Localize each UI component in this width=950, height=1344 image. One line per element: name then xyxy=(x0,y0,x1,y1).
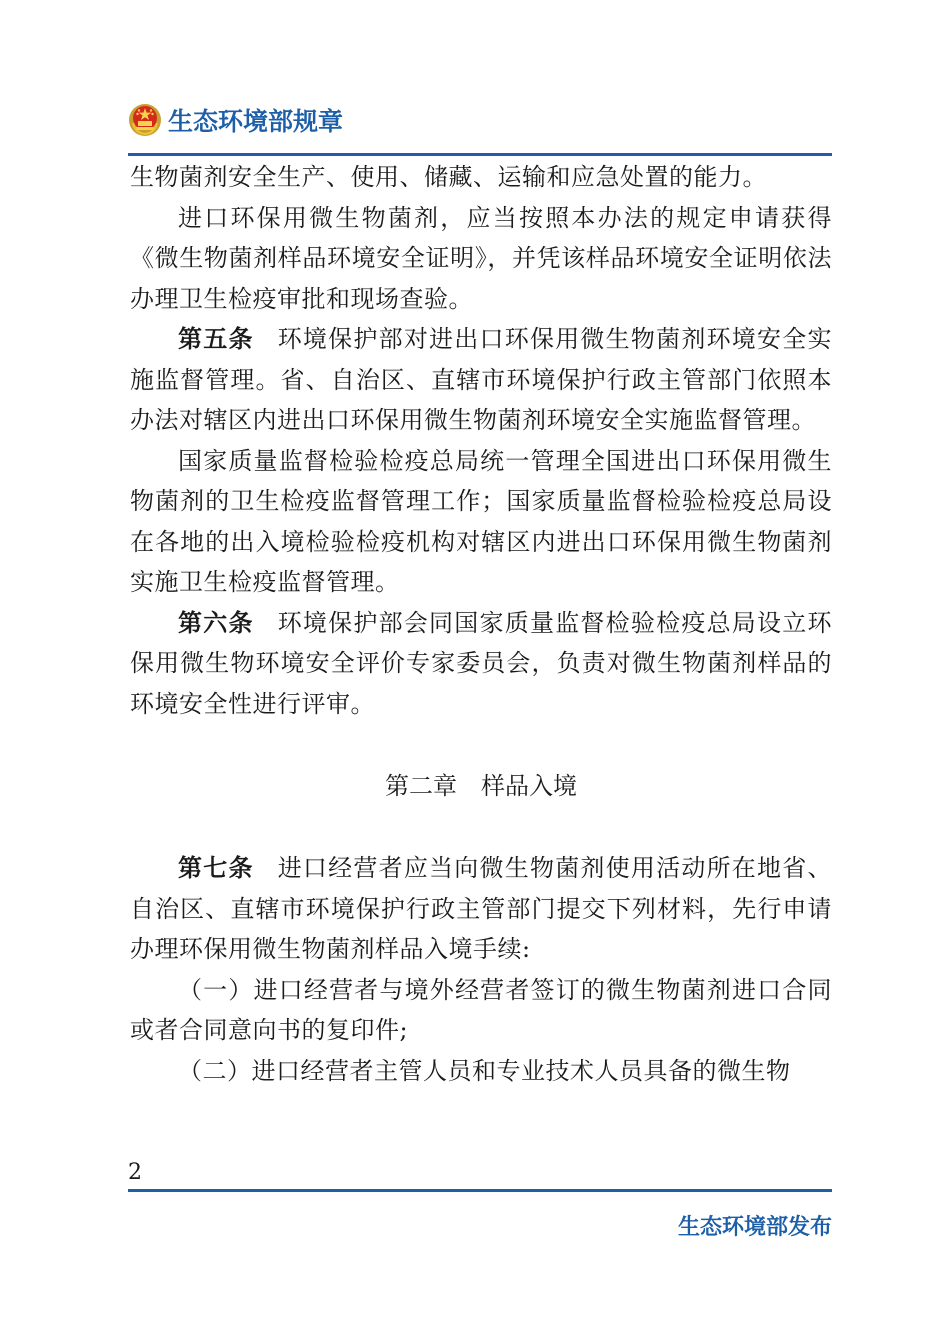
footer-publisher: 生态环境部发布 xyxy=(677,1215,832,1240)
article-5-title: 第五条 xyxy=(178,325,254,353)
list-item-1: （一）进口经营者与境外经营者签订的微生物菌剂进口合同或者合同意向书的复印件; xyxy=(130,975,832,1044)
paragraph-continuation: 生物菌剂安全生产、使用、储藏、运输和应急处置的能力。 xyxy=(130,163,767,191)
article-5 xyxy=(130,319,832,441)
chapter-number: 第二章 xyxy=(385,772,457,800)
header-divider xyxy=(128,153,832,156)
page-header xyxy=(128,100,343,140)
article-5-text: 环境保护部对进出口环保用微生物菌剂环境安全实施监督管理。省、自治区、直辖市环境保护行政主管部门依照本办法对辖区内进出口环保用微生物菌剂环境安全实施监督管理。 xyxy=(130,325,832,434)
page-number: 2 xyxy=(128,1160,142,1185)
paragraph-import-certificate: 进口环保用微生物菌剂，应当按照本办法的规定申请获得《微生物菌剂样品环境安全证明》，并凭该样品环境安全证明依法办理卫生检疫审批和现场查验。 xyxy=(130,203,832,313)
document-body xyxy=(130,157,832,1091)
article-6-text: 环境保护部会同国家质量监督检验检疫总局设立环保用微生物环境安全评价专家委员会，负责对微生物菌剂样品的环境安全性进行评审。 xyxy=(130,608,832,718)
article-7-text: 进口经营者应当向微生物菌剂使用活动所在地省、自治区、直辖市环境保护行政主管部门提交下列材料，先行申请办理环保用微生物菌剂样品入境手续: xyxy=(130,854,832,963)
chapter-title: 样品入境 xyxy=(481,772,577,800)
article-6 xyxy=(130,603,832,725)
national-emblem-icon xyxy=(128,103,162,137)
chapter-heading xyxy=(130,766,832,806)
article-7-title: 第七条 xyxy=(178,854,254,882)
footer-divider xyxy=(128,1189,832,1192)
article-7 xyxy=(130,848,832,970)
article-6-title: 第六条 xyxy=(178,608,254,637)
paragraph-quarantine: 国家质量监督检验检疫总局统一管理全国进出口环保用微生物菌剂的卫生检疫监督管理工作；国家质量监督检验检疫总局设在各地的出入境检验检疫机构对辖区内进出口环保用微生物菌剂实施卫生检疫监督管理。 xyxy=(130,446,832,596)
header-title: 生态环境部规章 xyxy=(168,107,344,136)
list-item-2: （二）进口经营者主管人员和专业技术人员具备的微生物 xyxy=(178,1056,791,1085)
